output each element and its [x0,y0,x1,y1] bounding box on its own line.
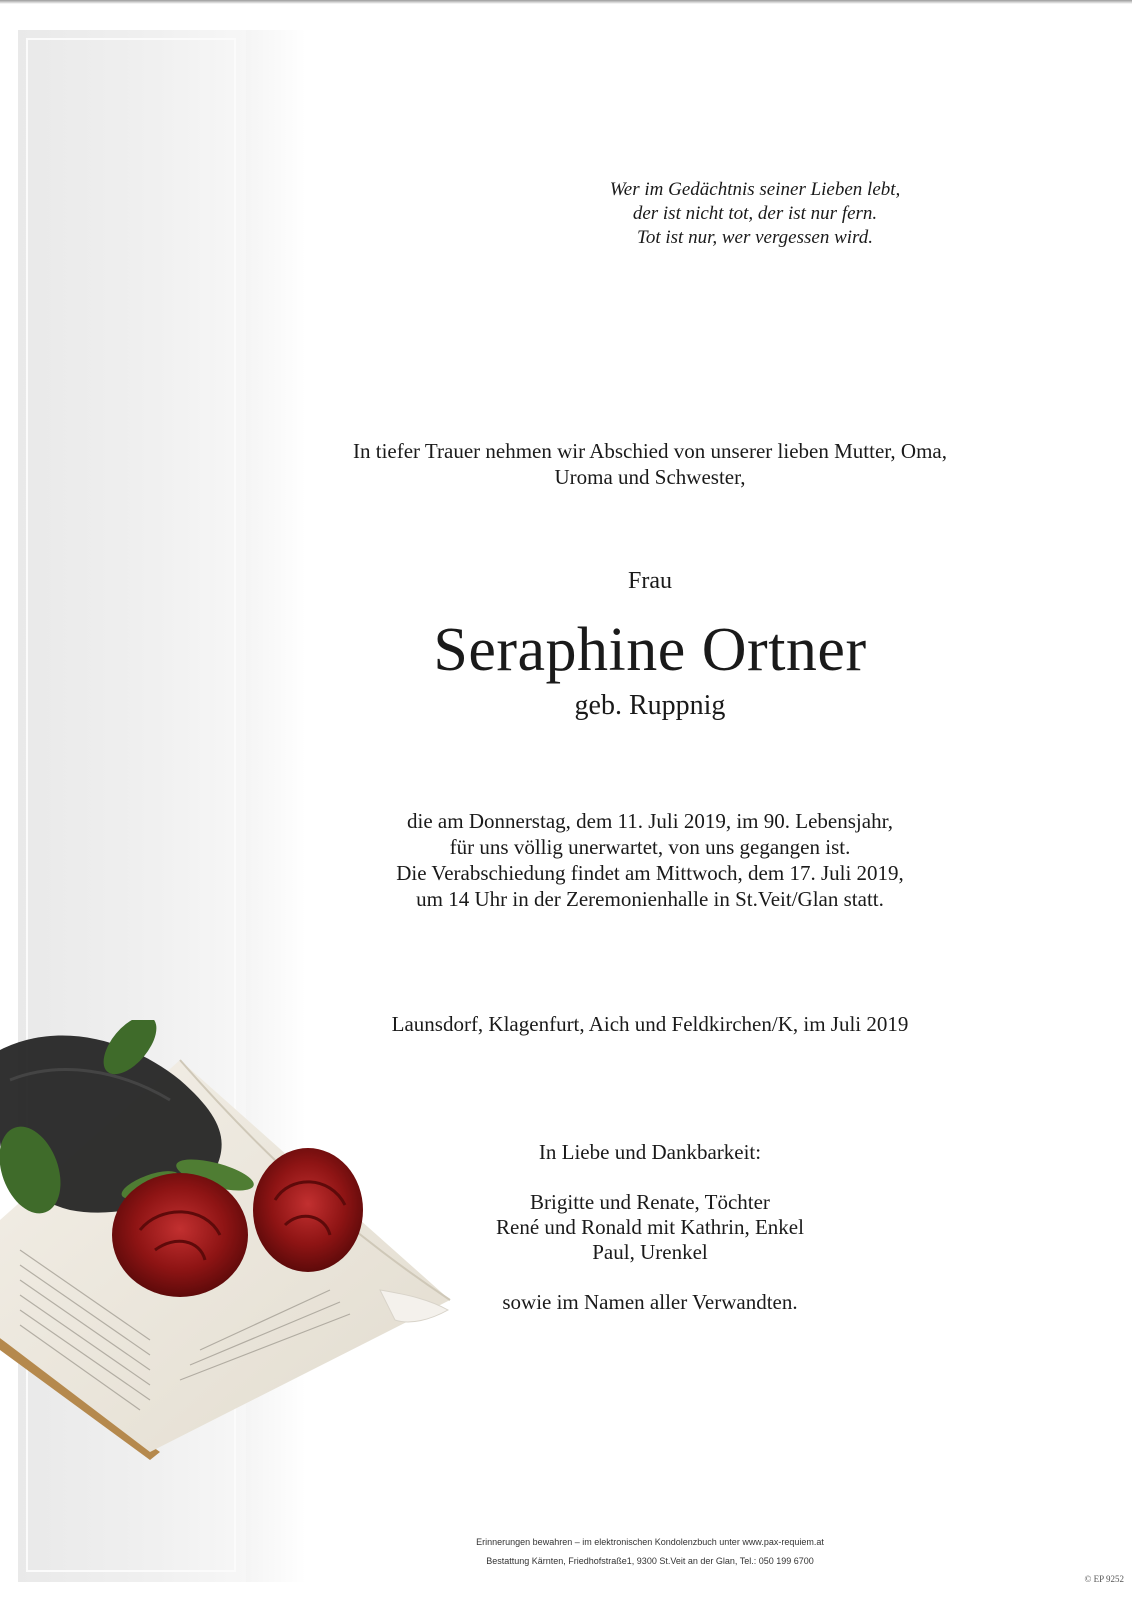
footer-condolence-line: Erinnerungen bewahren – im elektronischen Kondolenzbuch unter www.pax-requiem.at [476,1537,824,1547]
quote-line: der ist nicht tot, der ist nur fern. [632,203,878,224]
deceased-name: Seraphine Ortner [433,616,867,684]
mourners-list [400,1190,900,1265]
footer [300,1533,1000,1571]
maiden-name: geb. Ruppnig [574,690,726,721]
intro-line: In tiefer Trauer nehmen wir Abschied von unserer lieben Mutter, Oma, [353,439,947,463]
red-rose-right [253,1148,363,1272]
mourner-entry: Brigitte und Renate, Töchter [530,1190,770,1214]
salutation: Frau [628,568,672,594]
quote-line: Wer im Gedächtnis seiner Lieben lebt, [609,179,901,200]
red-rose-left [112,1173,248,1297]
details-line: die am Donnerstag, dem 11. Juli 2019, im 90. Lebensjahr, [407,809,893,833]
mourner-entry: Paul, Urenkel [592,1240,708,1264]
closing-phrase: In Liebe und Dankbarkeit: [538,1140,762,1164]
death-details [300,808,1000,912]
scan-edge [0,0,1132,4]
intro-line: Uroma und Schwester, [554,465,746,489]
mourner-entry: René und Ronald mit Kathrin, Enkel [496,1215,804,1239]
document-code: © EP 9252 [1084,1574,1124,1584]
details-line: für uns völlig unerwartet, von uns gegangen ist. [449,835,851,859]
place-date: Launsdorf, Klagenfurt, Aich und Feldkirchen/K, im Juli 2019 [391,1012,909,1036]
details-line: um 14 Uhr in der Zeremonienhalle in St.Veit/Glan statt. [416,887,884,911]
memorial-quote [530,178,980,250]
intro-text [300,438,1000,490]
details-line: Die Verabschiedung findet am Mittwoch, dem 17. Juli 2019, [396,861,904,885]
quote-line: Tot ist nur, wer vergessen wird. [637,227,873,248]
relatives-line: sowie im Namen aller Verwandten. [502,1290,798,1314]
footer-funeral-home-line: Bestattung Kärnten, Friedhofstraße1, 9300 St.Veit an der Glan, Tel.: 050 199 6700 [486,1556,814,1566]
